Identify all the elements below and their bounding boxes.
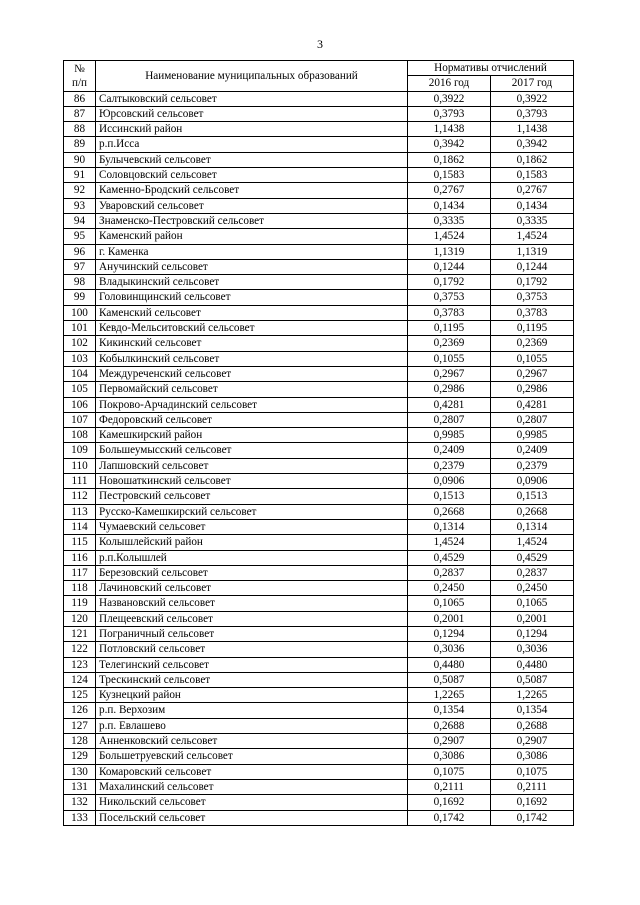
municipality-name-cell: Головинщинский сельсовет bbox=[96, 290, 408, 305]
row-number-cell: 127 bbox=[64, 718, 96, 733]
norm-2016-cell: 0,3793 bbox=[408, 106, 491, 121]
norm-2017-cell: 0,1055 bbox=[491, 351, 574, 366]
table-row bbox=[64, 351, 574, 366]
norm-2016-cell: 0,4480 bbox=[408, 657, 491, 672]
municipality-name-cell: Салтыковский сельсовет bbox=[96, 91, 408, 106]
norm-2017-cell: 0,5087 bbox=[491, 672, 574, 687]
norm-2016-cell: 0,2668 bbox=[408, 504, 491, 519]
municipality-name-cell: Пограничный сельсовет bbox=[96, 626, 408, 641]
norm-2017-cell: 1,4524 bbox=[491, 535, 574, 550]
row-number-cell: 102 bbox=[64, 336, 96, 351]
norm-2017-cell: 0,1244 bbox=[491, 259, 574, 274]
row-number-cell: 112 bbox=[64, 489, 96, 504]
table-row bbox=[64, 321, 574, 336]
table-row bbox=[64, 213, 574, 228]
table-row bbox=[64, 198, 574, 213]
norm-2017-cell: 0,1742 bbox=[491, 810, 574, 825]
norm-2017-cell: 0,1354 bbox=[491, 703, 574, 718]
norm-2016-cell: 0,1583 bbox=[408, 168, 491, 183]
norm-2017-cell: 0,2767 bbox=[491, 183, 574, 198]
row-number-cell: 113 bbox=[64, 504, 96, 519]
table-row bbox=[64, 397, 574, 412]
norm-2016-cell: 0,2807 bbox=[408, 412, 491, 427]
norm-2017-cell: 0,3922 bbox=[491, 91, 574, 106]
row-number-cell: 101 bbox=[64, 321, 96, 336]
norm-2017-cell: 0,2907 bbox=[491, 734, 574, 749]
norm-2017-cell: 1,2265 bbox=[491, 688, 574, 703]
municipality-name-cell: Телегинский сельсовет bbox=[96, 657, 408, 672]
row-number-cell: 128 bbox=[64, 734, 96, 749]
municipality-name-cell: Уваровский сельсовет bbox=[96, 198, 408, 213]
norm-2017-cell: 0,3793 bbox=[491, 106, 574, 121]
municipality-name-cell: Кикинский сельсовет bbox=[96, 336, 408, 351]
norm-2017-cell: 0,0906 bbox=[491, 474, 574, 489]
row-number-cell: 115 bbox=[64, 535, 96, 550]
norm-2016-cell: 0,1055 bbox=[408, 351, 491, 366]
row-number-cell: 119 bbox=[64, 596, 96, 611]
table-row bbox=[64, 443, 574, 458]
row-number-cell: 105 bbox=[64, 382, 96, 397]
row-number-cell: 94 bbox=[64, 213, 96, 228]
table-row bbox=[64, 229, 574, 244]
norm-2016-cell: 0,1354 bbox=[408, 703, 491, 718]
norm-2016-cell: 0,3753 bbox=[408, 290, 491, 305]
norm-2017-cell: 0,2409 bbox=[491, 443, 574, 458]
norm-2017-cell: 0,2369 bbox=[491, 336, 574, 351]
norm-2016-cell: 0,3036 bbox=[408, 642, 491, 657]
row-number-cell: 90 bbox=[64, 152, 96, 167]
table-row bbox=[64, 474, 574, 489]
norm-2017-cell: 0,1862 bbox=[491, 152, 574, 167]
table-row bbox=[64, 428, 574, 443]
row-number-cell: 109 bbox=[64, 443, 96, 458]
norm-2017-cell: 0,3753 bbox=[491, 290, 574, 305]
norm-2017-cell: 0,2837 bbox=[491, 565, 574, 580]
norm-2016-cell: 0,3922 bbox=[408, 91, 491, 106]
table-row bbox=[64, 168, 574, 183]
norm-2016-cell: 0,2907 bbox=[408, 734, 491, 749]
norm-2017-cell: 0,1583 bbox=[491, 168, 574, 183]
municipality-name-cell: Каменский район bbox=[96, 229, 408, 244]
row-number-cell: 103 bbox=[64, 351, 96, 366]
municipality-name-cell: Булычевский сельсовет bbox=[96, 152, 408, 167]
norm-2016-cell: 0,1742 bbox=[408, 810, 491, 825]
table-row bbox=[64, 290, 574, 305]
row-number-cell: 89 bbox=[64, 137, 96, 152]
row-number-cell: 125 bbox=[64, 688, 96, 703]
municipality-name-cell: Березовский сельсовет bbox=[96, 565, 408, 580]
norm-2017-cell: 1,1438 bbox=[491, 122, 574, 137]
municipality-name-cell: Плещеевский сельсовет bbox=[96, 611, 408, 626]
table-row bbox=[64, 152, 574, 167]
row-number-cell: 108 bbox=[64, 428, 96, 443]
norm-2016-cell: 0,2409 bbox=[408, 443, 491, 458]
table-row bbox=[64, 626, 574, 641]
row-number-cell: 131 bbox=[64, 779, 96, 794]
row-number-cell: 111 bbox=[64, 474, 96, 489]
norm-2017-cell: 0,3335 bbox=[491, 213, 574, 228]
municipality-name-cell: р.п.Колышлей bbox=[96, 550, 408, 565]
table-row bbox=[64, 259, 574, 274]
table-row bbox=[64, 611, 574, 626]
table-row bbox=[64, 565, 574, 580]
norm-2017-cell: 0,3942 bbox=[491, 137, 574, 152]
norm-2016-cell: 1,4524 bbox=[408, 229, 491, 244]
header-number-line2: п/п bbox=[71, 76, 88, 89]
norm-2017-cell: 0,1792 bbox=[491, 275, 574, 290]
norm-2016-cell: 0,2450 bbox=[408, 581, 491, 596]
norm-2016-cell: 0,1792 bbox=[408, 275, 491, 290]
norm-2016-cell: 0,0906 bbox=[408, 474, 491, 489]
norm-2016-cell: 0,1692 bbox=[408, 795, 491, 810]
norm-2016-cell: 0,2379 bbox=[408, 458, 491, 473]
norm-2016-cell: 1,1438 bbox=[408, 122, 491, 137]
norm-2016-cell: 0,3086 bbox=[408, 749, 491, 764]
municipality-name-cell: Каменский сельсовет bbox=[96, 305, 408, 320]
municipality-name-cell: Междуреченский сельсовет bbox=[96, 366, 408, 381]
row-number-cell: 123 bbox=[64, 657, 96, 672]
norm-2017-cell: 0,3036 bbox=[491, 642, 574, 657]
table-row bbox=[64, 596, 574, 611]
norm-2016-cell: 0,3942 bbox=[408, 137, 491, 152]
municipality-name-cell: Лачиновский сельсовет bbox=[96, 581, 408, 596]
row-number-cell: 126 bbox=[64, 703, 96, 718]
row-number-cell: 124 bbox=[64, 672, 96, 687]
municipality-name-cell: г. Каменка bbox=[96, 244, 408, 259]
norm-2016-cell: 0,2967 bbox=[408, 366, 491, 381]
municipality-name-cell: Покрово-Арчадинский сельсовет bbox=[96, 397, 408, 412]
norm-2017-cell: 1,1319 bbox=[491, 244, 574, 259]
municipality-name-cell: Анучинский сельсовет bbox=[96, 259, 408, 274]
row-number-cell: 95 bbox=[64, 229, 96, 244]
norm-2017-cell: 1,4524 bbox=[491, 229, 574, 244]
municipality-name-cell: Иссинский район bbox=[96, 122, 408, 137]
row-number-cell: 132 bbox=[64, 795, 96, 810]
municipality-name-cell: Пестровский сельсовет bbox=[96, 489, 408, 504]
row-number-cell: 129 bbox=[64, 749, 96, 764]
table-row bbox=[64, 412, 574, 427]
municipality-name-cell: Знаменско-Пестровский сельсовет bbox=[96, 213, 408, 228]
row-number-cell: 104 bbox=[64, 366, 96, 381]
municipality-name-cell: р.п.Исса bbox=[96, 137, 408, 152]
table-row bbox=[64, 535, 574, 550]
municipality-name-cell: Большетруевский сельсовет bbox=[96, 749, 408, 764]
municipality-name-cell: Лапшовский сельсовет bbox=[96, 458, 408, 473]
norm-2016-cell: 0,1434 bbox=[408, 198, 491, 213]
table-row bbox=[64, 688, 574, 703]
table-row bbox=[64, 718, 574, 733]
row-number-cell: 118 bbox=[64, 581, 96, 596]
row-number-cell: 88 bbox=[64, 122, 96, 137]
norm-2017-cell: 0,1075 bbox=[491, 764, 574, 779]
norm-2016-cell: 0,3335 bbox=[408, 213, 491, 228]
norm-2017-cell: 0,1314 bbox=[491, 519, 574, 534]
norm-2016-cell: 0,4281 bbox=[408, 397, 491, 412]
table-row bbox=[64, 581, 574, 596]
municipality-name-cell: Анненковский сельсовет bbox=[96, 734, 408, 749]
norm-2017-cell: 0,4480 bbox=[491, 657, 574, 672]
municipality-name-cell: Новошаткинский сельсовет bbox=[96, 474, 408, 489]
norm-2016-cell: 0,1244 bbox=[408, 259, 491, 274]
table-row bbox=[64, 382, 574, 397]
municipality-name-cell: Каменно-Бродский сельсовет bbox=[96, 183, 408, 198]
table-row bbox=[64, 749, 574, 764]
row-number-cell: 130 bbox=[64, 764, 96, 779]
municipality-name-cell: р.п. Верхозим bbox=[96, 703, 408, 718]
table-row bbox=[64, 734, 574, 749]
table-row bbox=[64, 137, 574, 152]
norm-2016-cell: 0,2369 bbox=[408, 336, 491, 351]
norm-2016-cell: 0,1075 bbox=[408, 764, 491, 779]
norm-2017-cell: 0,3086 bbox=[491, 749, 574, 764]
header-year-2017: 2017 год bbox=[491, 76, 574, 91]
municipality-name-cell: Чумаевский сельсовет bbox=[96, 519, 408, 534]
norm-2017-cell: 0,1065 bbox=[491, 596, 574, 611]
row-number-cell: 106 bbox=[64, 397, 96, 412]
norm-2016-cell: 0,1513 bbox=[408, 489, 491, 504]
norm-2016-cell: 0,2767 bbox=[408, 183, 491, 198]
municipality-name-cell: Юрсовский сельсовет bbox=[96, 106, 408, 121]
norm-2017-cell: 0,2967 bbox=[491, 366, 574, 381]
norm-2017-cell: 0,1434 bbox=[491, 198, 574, 213]
row-number-cell: 92 bbox=[64, 183, 96, 198]
row-number-cell: 122 bbox=[64, 642, 96, 657]
norm-2017-cell: 0,2450 bbox=[491, 581, 574, 596]
norm-2017-cell: 0,2379 bbox=[491, 458, 574, 473]
norm-2017-cell: 0,1513 bbox=[491, 489, 574, 504]
municipality-name-cell: р.п. Евлашево bbox=[96, 718, 408, 733]
norm-2016-cell: 0,2986 bbox=[408, 382, 491, 397]
row-number-cell: 121 bbox=[64, 626, 96, 641]
table-row bbox=[64, 795, 574, 810]
norm-2016-cell: 0,1314 bbox=[408, 519, 491, 534]
norm-2017-cell: 0,2001 bbox=[491, 611, 574, 626]
row-number-cell: 96 bbox=[64, 244, 96, 259]
header-year-2016: 2016 год bbox=[408, 76, 491, 91]
table-header bbox=[64, 61, 574, 92]
norm-2016-cell: 0,2111 bbox=[408, 779, 491, 794]
table-row bbox=[64, 489, 574, 504]
municipality-name-cell: Трескинский сельсовет bbox=[96, 672, 408, 687]
table-row bbox=[64, 91, 574, 106]
table-row bbox=[64, 519, 574, 534]
norm-2016-cell: 0,1065 bbox=[408, 596, 491, 611]
municipality-name-cell: Посельский сельсовет bbox=[96, 810, 408, 825]
table-row bbox=[64, 810, 574, 825]
table-row bbox=[64, 458, 574, 473]
page-number: 3 bbox=[317, 37, 323, 51]
norm-2016-cell: 0,2837 bbox=[408, 565, 491, 580]
header-number bbox=[64, 61, 96, 92]
municipality-name-cell: Кобылкинский сельсовет bbox=[96, 351, 408, 366]
norm-2017-cell: 0,4281 bbox=[491, 397, 574, 412]
table-row bbox=[64, 657, 574, 672]
norm-2016-cell: 0,3783 bbox=[408, 305, 491, 320]
table-row bbox=[64, 244, 574, 259]
header-municipality-name: Наименование муниципальных образований bbox=[96, 61, 408, 92]
norm-2017-cell: 0,1692 bbox=[491, 795, 574, 810]
norm-2017-cell: 0,2807 bbox=[491, 412, 574, 427]
row-number-cell: 114 bbox=[64, 519, 96, 534]
row-number-cell: 100 bbox=[64, 305, 96, 320]
norm-2016-cell: 0,9985 bbox=[408, 428, 491, 443]
norm-2016-cell: 0,2001 bbox=[408, 611, 491, 626]
row-number-cell: 91 bbox=[64, 168, 96, 183]
norm-2017-cell: 0,1294 bbox=[491, 626, 574, 641]
table-row bbox=[64, 305, 574, 320]
row-number-cell: 93 bbox=[64, 198, 96, 213]
municipality-name-cell: Кевдо-Мельситовский сельсовет bbox=[96, 321, 408, 336]
table-row bbox=[64, 779, 574, 794]
table-row bbox=[64, 336, 574, 351]
row-number-cell: 116 bbox=[64, 550, 96, 565]
header-number-line1: № bbox=[74, 62, 85, 75]
table-row bbox=[64, 106, 574, 121]
row-number-cell: 97 bbox=[64, 259, 96, 274]
norm-2016-cell: 1,1319 bbox=[408, 244, 491, 259]
norm-2017-cell: 0,2986 bbox=[491, 382, 574, 397]
table-row bbox=[64, 764, 574, 779]
table-row bbox=[64, 672, 574, 687]
table-row bbox=[64, 504, 574, 519]
municipality-name-cell: Большеумысский сельсовет bbox=[96, 443, 408, 458]
table-row bbox=[64, 703, 574, 718]
row-number-cell: 117 bbox=[64, 565, 96, 580]
row-number-cell: 133 bbox=[64, 810, 96, 825]
norm-2016-cell: 1,4524 bbox=[408, 535, 491, 550]
municipality-name-cell: Владыкинский сельсовет bbox=[96, 275, 408, 290]
norm-2017-cell: 0,9985 bbox=[491, 428, 574, 443]
norm-2017-cell: 0,1195 bbox=[491, 321, 574, 336]
norm-2016-cell: 0,1862 bbox=[408, 152, 491, 167]
row-number-cell: 98 bbox=[64, 275, 96, 290]
row-number-cell: 107 bbox=[64, 412, 96, 427]
municipality-name-cell: Первомайский сельсовет bbox=[96, 382, 408, 397]
table-body bbox=[64, 91, 574, 825]
table-row bbox=[64, 642, 574, 657]
municipality-name-cell: Камешкирский район bbox=[96, 428, 408, 443]
row-number-cell: 87 bbox=[64, 106, 96, 121]
municipality-name-cell: Названовский сельсовет bbox=[96, 596, 408, 611]
table-row bbox=[64, 550, 574, 565]
municipality-name-cell: Русско-Камешкирский сельсовет bbox=[96, 504, 408, 519]
norm-2017-cell: 0,3783 bbox=[491, 305, 574, 320]
norm-2016-cell: 0,2688 bbox=[408, 718, 491, 733]
norm-2016-cell: 0,1294 bbox=[408, 626, 491, 641]
table-row bbox=[64, 275, 574, 290]
table-row bbox=[64, 122, 574, 137]
norm-2016-cell: 0,4529 bbox=[408, 550, 491, 565]
norm-2017-cell: 0,2688 bbox=[491, 718, 574, 733]
municipality-name-cell: Кузнецкий район bbox=[96, 688, 408, 703]
table-row bbox=[64, 366, 574, 381]
norm-2016-cell: 1,2265 bbox=[408, 688, 491, 703]
norm-2017-cell: 0,2668 bbox=[491, 504, 574, 519]
municipality-name-cell: Потловский сельсовет bbox=[96, 642, 408, 657]
norm-2017-cell: 0,2111 bbox=[491, 779, 574, 794]
header-deduction-norms: Нормативы отчислений bbox=[408, 61, 574, 76]
row-number-cell: 99 bbox=[64, 290, 96, 305]
municipality-name-cell: Махалинский сельсовет bbox=[96, 779, 408, 794]
row-number-cell: 110 bbox=[64, 458, 96, 473]
row-number-cell: 86 bbox=[64, 91, 96, 106]
row-number-cell: 120 bbox=[64, 611, 96, 626]
norm-2017-cell: 0,4529 bbox=[491, 550, 574, 565]
municipality-name-cell: Никольский сельсовет bbox=[96, 795, 408, 810]
municipality-name-cell: Колышлейский район bbox=[96, 535, 408, 550]
table-row bbox=[64, 183, 574, 198]
municipality-name-cell: Комаровский сельсовет bbox=[96, 764, 408, 779]
municipality-name-cell: Федоровский сельсовет bbox=[96, 412, 408, 427]
deduction-norms-table bbox=[63, 60, 574, 826]
municipality-name-cell: Соловцовский сельсовет bbox=[96, 168, 408, 183]
norm-2016-cell: 0,1195 bbox=[408, 321, 491, 336]
norm-2016-cell: 0,5087 bbox=[408, 672, 491, 687]
